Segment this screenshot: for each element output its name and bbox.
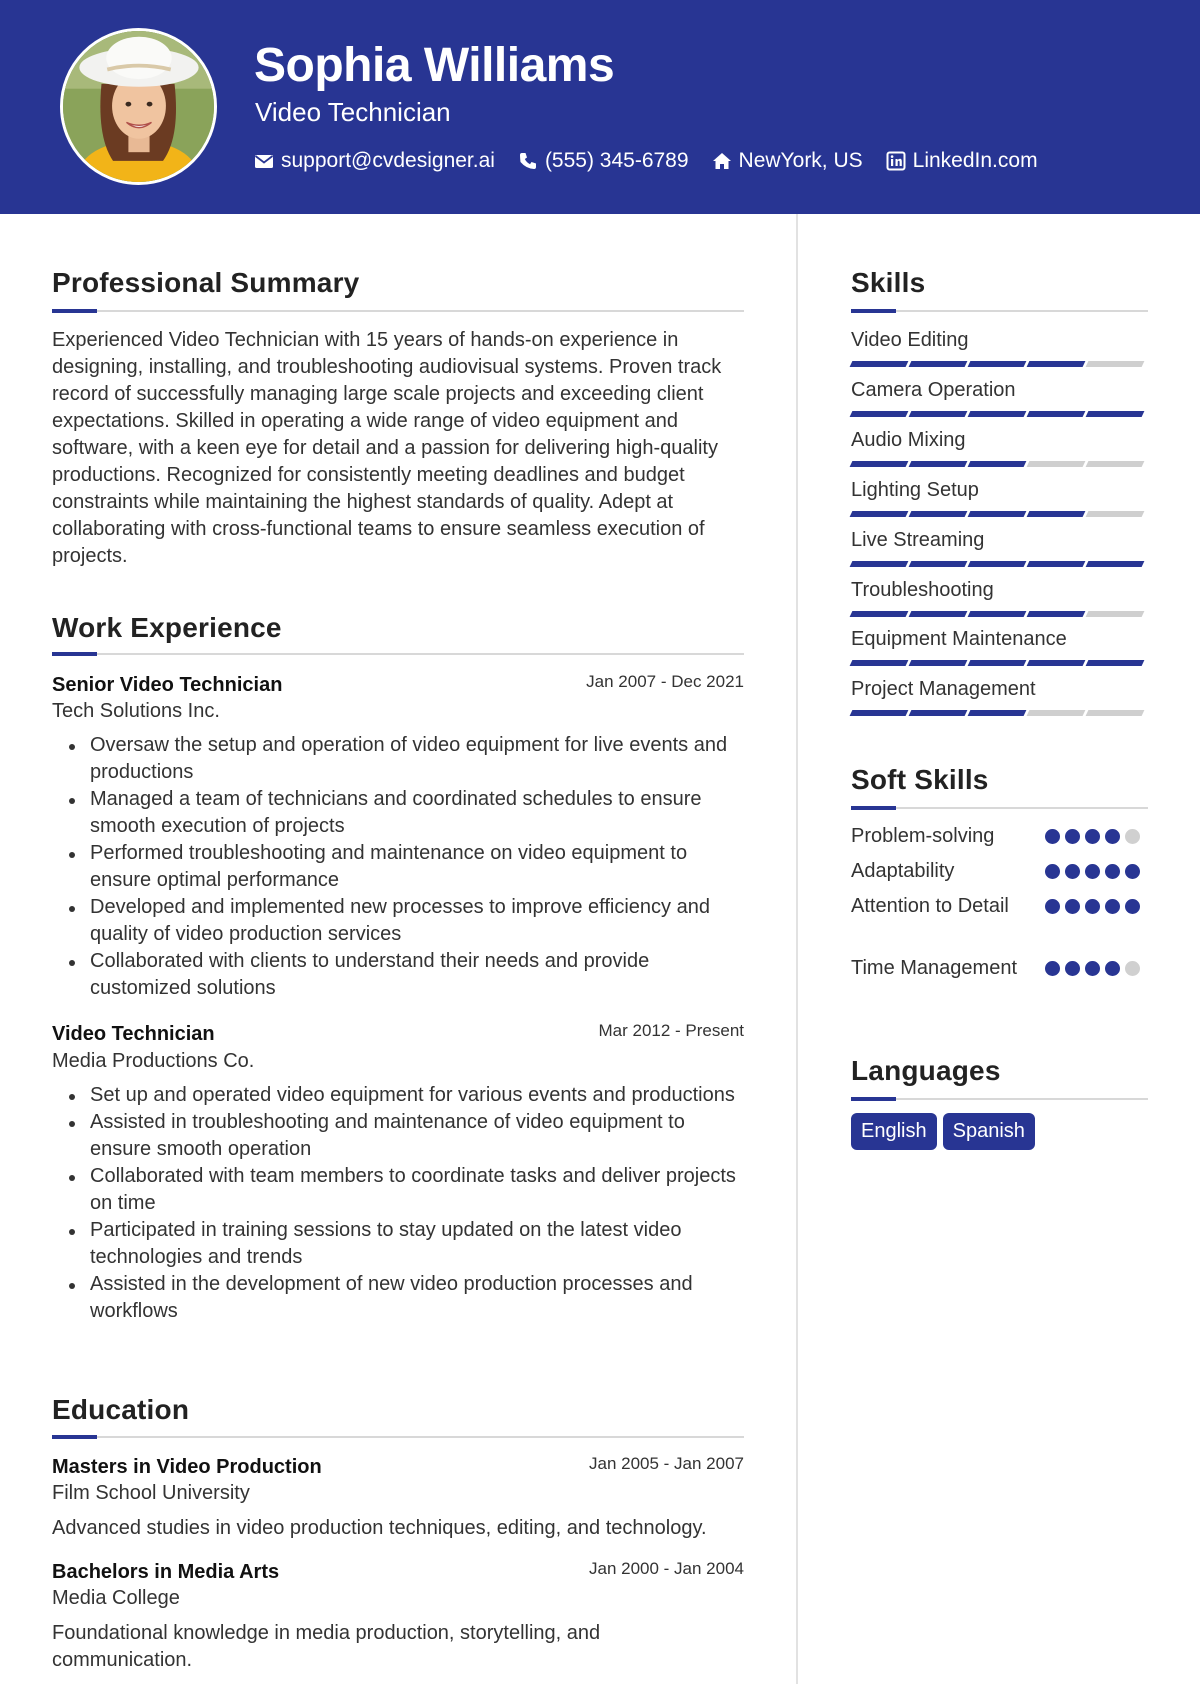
skill-level-filled — [1027, 361, 1086, 367]
skill-level-filled — [968, 411, 1027, 417]
summary-text: Experienced Video Technician with 15 years of hands-on experience in designing, installing, and troubleshooting audiovisual systems. Proven track record of successfully managing large scale projects and exceeding client expectations. Skilled in operating a wide range of video equipment and software, with a keen eye for detail and a passion for delivering high-quality productions. Recognized for consistently meeting deadlines and budget constraints while maintaining the highest standards of quality. Adept at collaborating with cross-functional teams to ensure seamless execution of projects. — [52, 329, 722, 567]
contact-location — [712, 149, 863, 173]
skill-level-filled — [968, 710, 1027, 716]
job-dates: Jan 2007 - Dec 2021 — [586, 672, 744, 691]
rating-dot-filled — [1085, 961, 1100, 976]
skill-level-filled — [909, 511, 968, 517]
skill-level-filled — [1086, 660, 1145, 666]
rating-dot-filled — [1125, 899, 1140, 914]
list-item: Collaborated with clients to understand their needs and provide customized solutions — [52, 948, 744, 1002]
skill-level-filled — [968, 511, 1027, 517]
contact-phone-text: (555) 345-6789 — [544, 149, 689, 172]
soft-skill-rating — [1045, 961, 1145, 976]
soft-skill-rating — [1045, 899, 1145, 914]
skill-item — [851, 427, 1147, 467]
degree-title: Bachelors in Media Arts — [52, 1561, 280, 1583]
contact-list — [254, 146, 1061, 176]
section-accent — [52, 1435, 97, 1439]
soft-skill-label: Problem-solving — [851, 825, 995, 847]
candidate-name: Sophia Williams — [254, 39, 615, 92]
skill-level-filled — [909, 361, 968, 367]
section-accent — [851, 1097, 896, 1101]
profile-photo — [63, 31, 214, 182]
soft-skill-item — [851, 823, 1147, 850]
skill-level-filled — [1086, 411, 1145, 417]
skill-level-bar — [851, 461, 1147, 467]
rating-dot-filled — [1105, 864, 1120, 879]
experience-heading: Work Experience — [52, 612, 282, 643]
skill-label: Troubleshooting — [851, 579, 994, 601]
languages-heading: Languages — [851, 1055, 1001, 1086]
list-item: Developed and implemented new processes to improve efficiency and quality of video production services — [52, 894, 744, 948]
skill-level-filled — [850, 561, 909, 567]
home-icon — [712, 151, 732, 171]
soft-skill-item — [851, 893, 1147, 920]
soft-skill-item — [851, 955, 1147, 982]
skill-label: Audio Mixing — [851, 429, 966, 451]
skill-level-filled — [850, 511, 909, 517]
soft-skill-label: Time Management — [851, 957, 1017, 979]
rating-dot-filled — [1065, 961, 1080, 976]
skill-level-bar — [851, 361, 1147, 367]
contact-email-text: support@cvdesigner.ai — [281, 149, 495, 172]
job-title: Video Technician — [52, 1023, 215, 1045]
job-dates: Mar 2012 - Present — [598, 1021, 744, 1040]
soft-skill-label: Adaptability — [851, 860, 955, 882]
school-name: Film School University — [52, 1482, 250, 1504]
skill-level-filled — [850, 611, 909, 617]
job-company: Tech Solutions Inc. — [52, 700, 220, 722]
degree-dates: Jan 2005 - Jan 2007 — [588, 1454, 744, 1473]
rating-dot-filled — [1065, 864, 1080, 879]
degree-dates: Jan 2000 - Jan 2004 — [588, 1559, 744, 1578]
skill-level-filled — [968, 611, 1027, 617]
linkedin-icon — [886, 151, 906, 171]
list-item: Performed troubleshooting and maintenance on video equipment to ensure optimal performance — [52, 840, 744, 894]
skill-level-filled — [909, 611, 968, 617]
contact-linkedin[interactable] — [886, 149, 1038, 173]
education-heading: Education — [52, 1394, 190, 1425]
list-item: Set up and operated video equipment for various events and productions — [52, 1082, 744, 1109]
skill-level-empty — [1086, 511, 1145, 517]
list-item: Participated in training sessions to stay updated on the latest video technologies and trends — [52, 1217, 744, 1271]
header — [0, 0, 1200, 214]
contact-linkedin-text: LinkedIn.com — [912, 149, 1038, 172]
skill-item — [851, 676, 1147, 716]
avatar — [60, 28, 217, 185]
skill-level-filled — [850, 461, 909, 467]
rating-dot-filled — [1045, 961, 1060, 976]
skill-level-bar — [851, 411, 1147, 417]
degree-title: Masters in Video Production — [52, 1456, 322, 1478]
section-accent — [52, 652, 97, 656]
skills-heading: Skills — [851, 267, 926, 298]
rating-dot-filled — [1045, 899, 1060, 914]
contact-phone[interactable] — [518, 149, 689, 173]
skill-item — [851, 577, 1147, 617]
contact-location-text: NewYork, US — [738, 149, 863, 172]
skill-level-filled — [909, 710, 968, 716]
skill-label: Equipment Maintenance — [851, 628, 1067, 650]
skill-level-filled — [968, 660, 1027, 666]
skill-level-bar — [851, 710, 1147, 716]
list-item: Collaborated with team members to coordinate tasks and deliver projects on time — [52, 1163, 744, 1217]
skill-level-bar — [851, 611, 1147, 617]
list-item: Assisted in the development of new video production processes and workflows — [52, 1271, 744, 1325]
skill-level-filled — [909, 660, 968, 666]
soft-skill-item — [851, 858, 1147, 885]
skill-level-filled — [850, 361, 909, 367]
rating-dot-filled — [1065, 899, 1080, 914]
rating-dot-filled — [1105, 961, 1120, 976]
skill-level-filled — [850, 660, 909, 666]
skill-level-empty — [1086, 611, 1145, 617]
skill-level-empty — [1086, 461, 1145, 467]
skill-level-filled — [1027, 561, 1086, 567]
skill-label: Live Streaming — [851, 529, 985, 551]
column-divider — [796, 214, 798, 1684]
skill-level-filled — [968, 461, 1027, 467]
skill-label: Lighting Setup — [851, 479, 979, 501]
section-rule — [52, 310, 744, 312]
skill-level-empty — [1086, 710, 1145, 716]
rating-dot-filled — [1125, 864, 1140, 879]
skill-level-filled — [909, 561, 968, 567]
summary-heading: Professional Summary — [52, 267, 360, 298]
phone-icon — [518, 151, 538, 171]
rating-dot-filled — [1085, 864, 1100, 879]
rating-dot-filled — [1085, 829, 1100, 844]
rating-dot-filled — [1045, 864, 1060, 879]
skill-level-filled — [850, 411, 909, 417]
language-tag: Spanish — [943, 1113, 1035, 1150]
rating-dot-filled — [1105, 829, 1120, 844]
skill-label: Camera Operation — [851, 379, 1016, 401]
skill-level-filled — [1027, 660, 1086, 666]
skill-level-bar — [851, 660, 1147, 666]
skill-level-filled — [1027, 511, 1086, 517]
language-list — [851, 1113, 1041, 1150]
section-accent — [52, 309, 97, 313]
skill-level-filled — [1027, 611, 1086, 617]
soft-skill-rating — [1045, 864, 1145, 879]
list-item: Managed a team of technicians and coordinated schedules to ensure smooth execution of projects — [52, 786, 744, 840]
skill-level-filled — [968, 361, 1027, 367]
skill-level-empty — [1027, 461, 1086, 467]
skill-level-filled — [1086, 561, 1145, 567]
school-name: Media College — [52, 1587, 180, 1609]
soft-skills-heading: Soft Skills — [851, 764, 989, 795]
skill-item — [851, 527, 1147, 567]
degree-description: Foundational knowledge in media production, storytelling, and communication. — [52, 1622, 601, 1671]
rating-dot-empty — [1125, 961, 1140, 976]
job-company: Media Productions Co. — [52, 1050, 255, 1072]
skill-item — [851, 327, 1147, 367]
skill-label: Video Editing — [851, 329, 969, 351]
soft-skill-label: Attention to Detail — [851, 895, 1009, 917]
skill-level-filled — [1027, 411, 1086, 417]
soft-skill-rating — [1045, 829, 1145, 844]
section-accent — [851, 806, 896, 810]
skill-level-filled — [850, 710, 909, 716]
list-item: Assisted in troubleshooting and maintenance of video equipment to ensure smooth operation — [52, 1109, 744, 1163]
rating-dot-filled — [1045, 829, 1060, 844]
section-rule — [52, 653, 744, 655]
list-item: Oversaw the setup and operation of video equipment for live events and productions — [52, 732, 744, 786]
language-tag: English — [851, 1113, 937, 1150]
section-accent — [851, 309, 896, 313]
skill-label: Project Management — [851, 678, 1036, 700]
skill-level-empty — [1086, 361, 1145, 367]
skill-level-empty — [1027, 710, 1086, 716]
section-rule — [52, 1436, 744, 1438]
contact-email[interactable] — [254, 149, 495, 173]
skill-item — [851, 377, 1147, 417]
rating-dot-filled — [1065, 829, 1080, 844]
degree-description: Advanced studies in video production techniques, editing, and technology. — [52, 1517, 707, 1539]
skill-level-bar — [851, 511, 1147, 517]
job-title: Senior Video Technician — [52, 674, 283, 696]
skill-level-filled — [968, 561, 1027, 567]
candidate-title: Video Technician — [255, 97, 451, 127]
job-bullets — [52, 1082, 744, 1325]
rating-dot-empty — [1125, 829, 1140, 844]
skill-level-bar — [851, 561, 1147, 567]
skill-item — [851, 477, 1147, 517]
rating-dot-filled — [1085, 899, 1100, 914]
skill-level-filled — [909, 461, 968, 467]
skill-item — [851, 626, 1147, 666]
rating-dot-filled — [1105, 899, 1120, 914]
envelope-icon — [254, 151, 274, 171]
skill-level-filled — [909, 411, 968, 417]
job-bullets — [52, 732, 744, 1002]
